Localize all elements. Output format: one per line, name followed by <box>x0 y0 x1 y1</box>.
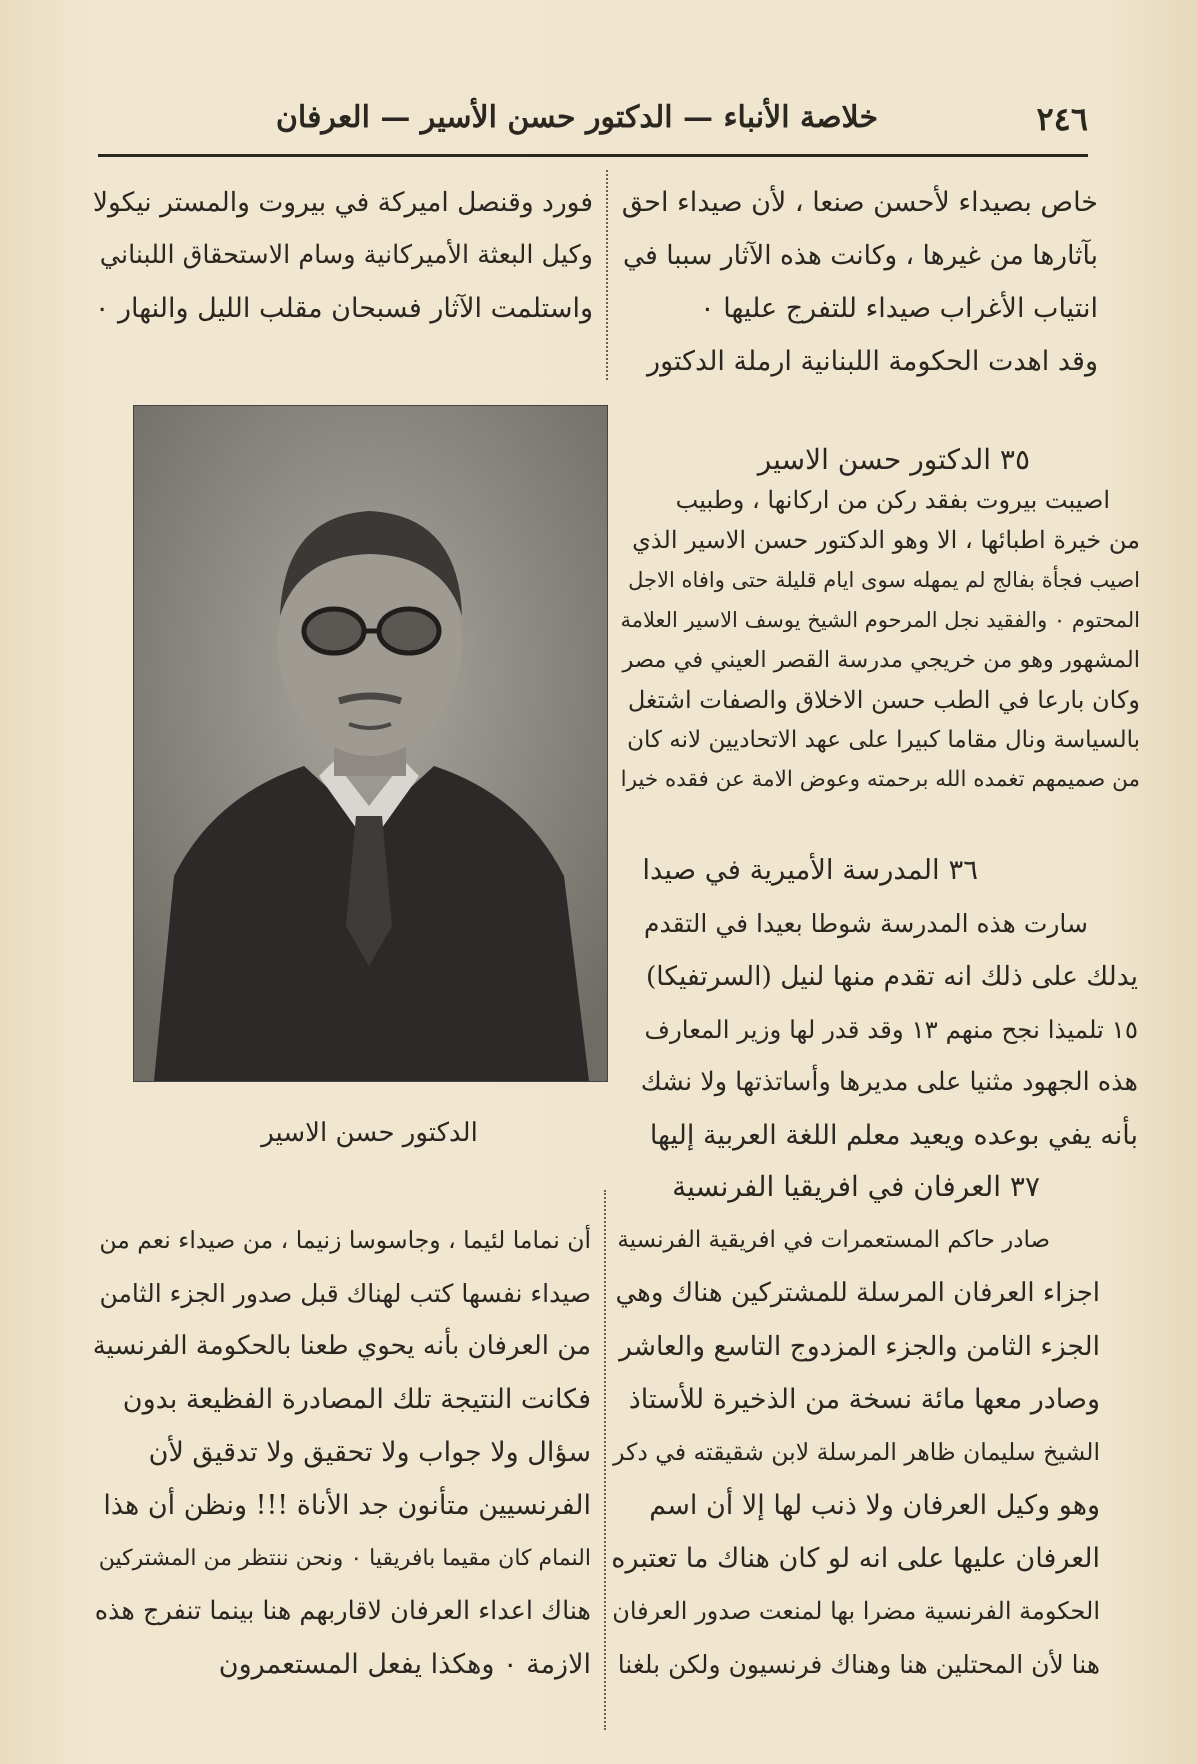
text-line: الحكومة الفرنسية مضرا بها لمنعت صدور العرفان <box>612 1597 1100 1625</box>
text-line: المشهور وهو من خريجي مدرسة القصر العيني في مصر <box>622 647 1140 673</box>
text-line: اصيب فجأة بفالج لم يمهله سوى ايام قليلة حتى وافاه الاجل <box>628 568 1140 592</box>
portrait-photo <box>133 405 608 1082</box>
text-line: بآثارها من غيرها ، وكانت هذه الآثار سببا في <box>623 240 1098 271</box>
text-line: اصيبت بيروت بفقد ركن من اركانها ، وطبيب <box>675 486 1110 514</box>
text-line: هناك اعداء العرفان لاقاربهم هنا بينما تنفرج هذه <box>94 1596 591 1626</box>
text-line: العرفان عليها على انه لو كان هناك ما تعتبره <box>611 1543 1100 1574</box>
text-line: سارت هذه المدرسة شوطا بعيدا في التقدم <box>644 909 1088 938</box>
text-line: واستلمت الآثار فسبحان مقلب الليل والنهار ٠ <box>94 293 593 324</box>
text-line: المحتوم ٠ والفقيد نجل المرحوم الشيخ يوسف الاسير العلامة <box>620 608 1140 632</box>
text-line: الازمة ٠ وهكذا يفعل المستعمرون <box>218 1649 591 1680</box>
text-line: خاص بصيداء لأحسن صنعا ، لأن صيداء احق <box>621 187 1098 218</box>
text-line: انتياب الأغراب صيداء للتفرج عليها ٠ <box>700 293 1098 324</box>
text-line: سؤال ولا جواب ولا تحقيق ولا تدقيق لأن <box>148 1437 591 1468</box>
text-line: النمام كان مقيما بافريقيا ٠ ونحن ننتظر من المشتركين <box>98 1546 591 1571</box>
section-37-heading: ٣٧ العرفان في افريقيا الفرنسية <box>672 1170 1040 1203</box>
text-line: وقد اهدت الحكومة اللبنانية ارملة الدكتور <box>647 346 1098 377</box>
text-line: ١٥ تلميذا نجح منهم ١٣ وقد قدر لها وزير المعارف <box>644 1015 1138 1044</box>
section-35 <box>620 440 1140 800</box>
text-line: أن نماما لئيما ، وجاسوسا زنيما ، من صيداء نعم من <box>99 1226 591 1254</box>
section-37-right-column <box>612 1214 1100 1691</box>
section-37-left-column <box>93 1214 591 1691</box>
column-divider <box>606 170 608 380</box>
running-title: خلاصة الأنباء — الدكتور حسن الأسير — العرفان <box>275 100 878 135</box>
text-line: من العرفان بأنه يحوي طعنا بالحكومة الفرنسية <box>92 1331 591 1361</box>
section-36 <box>640 844 1138 1162</box>
text-line: صادر حاكم المستعمرات في افريقية الفرنسية <box>617 1227 1050 1253</box>
column-divider <box>604 1190 606 1730</box>
text-line: وصادر معها مائة نسخة من الذخيرة للأستاذ <box>628 1384 1100 1415</box>
text-line: الشيخ سليمان ظاهر المرسلة لابن شقيقته في دكر <box>613 1438 1100 1466</box>
page-header <box>98 92 1088 152</box>
text-line: فكانت النتيجة تلك المصادرة الفظيعة بدون <box>122 1384 591 1415</box>
section-heading: ٣٥ الدكتور حسن الاسير <box>757 443 1030 476</box>
text-line: من صميمهم تغمده الله برحمته وعوض الامة عن فقده خيرا <box>620 767 1140 792</box>
text-line: يدلك على ذلك انه تقدم منها لنيل (السرتفيكا) <box>645 961 1138 992</box>
text-line: وهو وكيل العرفان ولا ذنب لها إلا أن اسم <box>649 1490 1100 1521</box>
section-heading: ٣٦ المدرسة الأميرية في صيدا <box>642 854 978 886</box>
text-line: بالسياسة ونال مقاما كبيرا على عهد الاتحاديين لانه كان <box>627 727 1140 753</box>
text-line: هذه الجهود مثنيا على مديرها وأساتذتها ولا نشك <box>640 1067 1138 1097</box>
top-left-column <box>93 176 593 335</box>
text-line: فورد وقنصل اميركة في بيروت والمستر نيكولا <box>92 187 593 218</box>
top-right-column <box>620 176 1098 388</box>
photo-caption: الدكتور حسن الاسير <box>261 1118 478 1148</box>
header-rule <box>98 154 1088 157</box>
text-line: وكيل البعثة الأميركانية وسام الاستحقاق اللبناني <box>99 240 593 270</box>
text-line: وكان بارعا في الطب حسن الاخلاق والصفات اشتغل <box>627 686 1140 714</box>
page-number: ٢٤٦ <box>1036 100 1088 138</box>
text-line: صيداء نفسها كتب لهناك قبل صدور الجزء الثامن <box>99 1279 591 1308</box>
text-line: من خيرة اطبائها ، الا وهو الدكتور حسن الاسير الذي <box>632 526 1140 554</box>
portrait-image <box>134 406 607 1081</box>
text-line: الفرنسيين متأنون جد الأناة !!! ونظن أن هذا <box>103 1490 591 1521</box>
text-line: اجزاء العرفان المرسلة للمشتركين هناك وهي <box>615 1278 1100 1308</box>
text-line: الجزء الثامن والجزء المزدوج التاسع والعاشر <box>619 1331 1100 1362</box>
text-line: بأنه يفي بوعده ويعيد معلم اللغة العربية إليها <box>649 1120 1138 1151</box>
text-line: هنا لأن المحتلين هنا وهناك فرنسيون ولكن بلغنا <box>617 1650 1100 1679</box>
